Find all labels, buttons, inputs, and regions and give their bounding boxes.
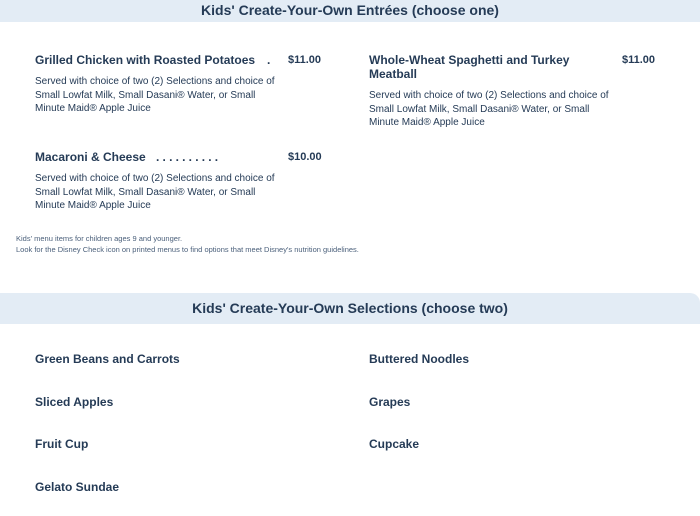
entrees-section-header: Kids' Create-Your-Own Entrées (choose one) [0, 0, 700, 22]
menu-item-name: Grilled Chicken with Roasted Potatoes [35, 53, 256, 67]
menu-item-price: $11.00 [622, 54, 656, 66]
menu-item-description: Served with choice of two (2) Selections and choice of Small Lowfat Milk, Small Dasani® Water, or Small Minute Maid® Apple Juice [35, 173, 275, 211]
menu-item-name: Macaroni & Cheese [35, 150, 146, 164]
leader-dots: . [267, 53, 274, 67]
menu-item-description: Served with choice of two (2) Selections and choice of Small Lowfat Milk, Small Dasani® Water, or Small Minute Maid® Apple Juice [369, 90, 609, 128]
selection-item: Gelato Sundae [35, 480, 120, 494]
selection-item: Buttered Noodles [369, 352, 470, 366]
menu-item-name: Whole-Wheat Spaghetti and Turkey Meatball [369, 53, 570, 81]
footnote-disney-check: Look for the Disney Check icon on printed menus to find options that meet Disney's nutrition guidelines. [16, 245, 359, 254]
leader-dots: .......... [156, 150, 222, 164]
menu-item-description: Served with choice of two (2) Selections and choice of Small Lowfat Milk, Small Dasani® Water, or Small Minute Maid® Apple Juice [35, 76, 275, 114]
footnote-age: Kids' menu items for children ages 9 and younger. [16, 234, 183, 243]
kids-menu-footnote [16, 233, 359, 255]
selection-item: Cupcake [369, 437, 420, 451]
selection-item: Grapes [369, 395, 411, 409]
selection-item: Fruit Cup [35, 437, 89, 451]
menu-item-grilled-chicken [35, 53, 275, 116]
selections-section-header: Kids' Create-Your-Own Selections (choose two) [0, 293, 700, 324]
menu-item-price: $11.00 [288, 54, 322, 66]
menu-item-spaghetti [369, 53, 614, 130]
menu-item-price: $10.00 [288, 151, 322, 163]
selection-item: Sliced Apples [35, 395, 114, 409]
selection-item: Green Beans and Carrots [35, 352, 180, 366]
